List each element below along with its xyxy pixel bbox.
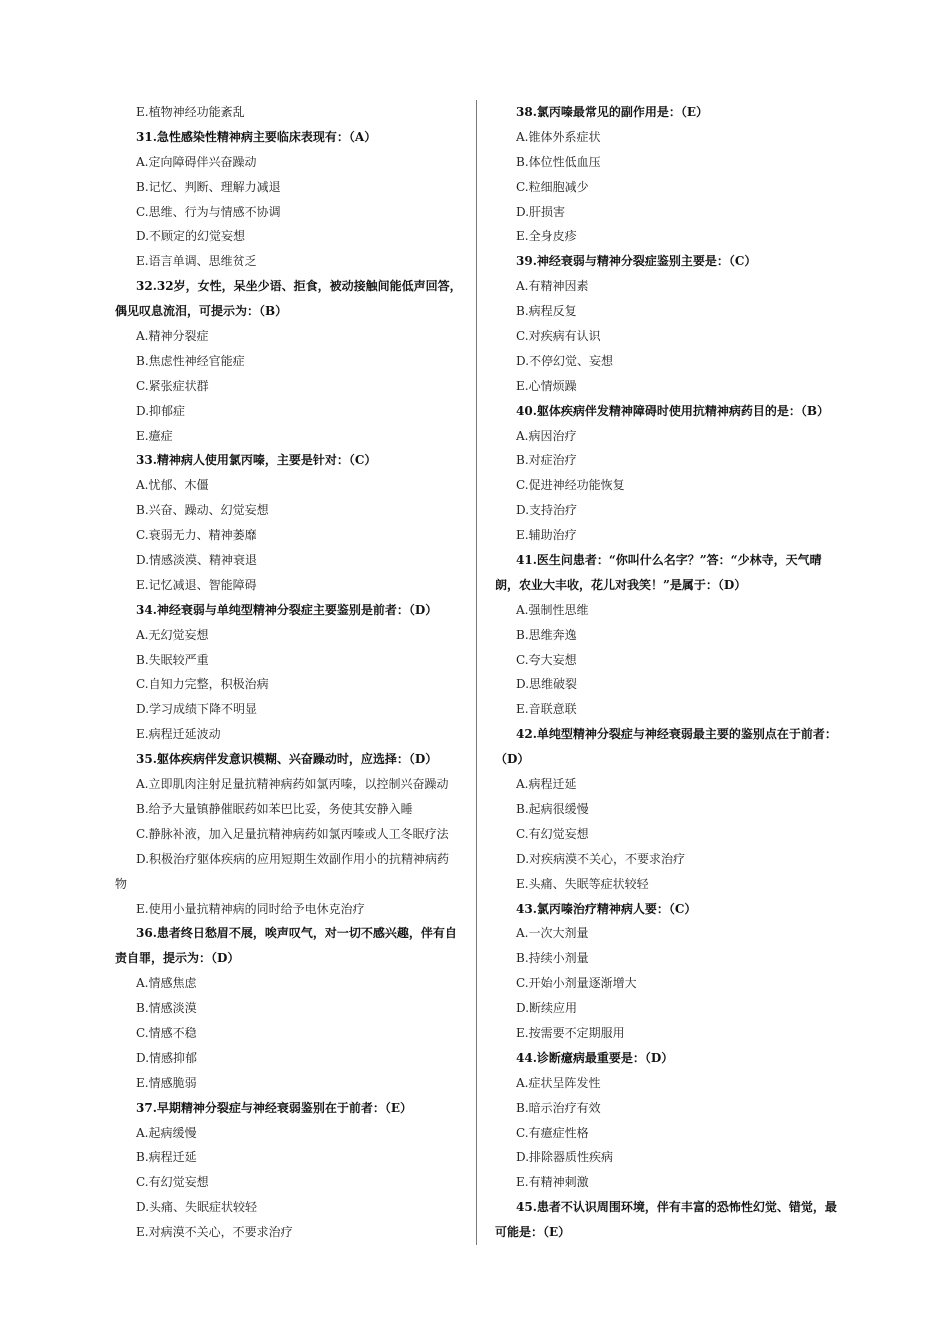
option-item: E.癔症	[136, 428, 173, 443]
question-stem: 31.急性感染性精神病主要临床表现有：（A）	[136, 129, 377, 144]
option-item: C.情感不稳	[136, 1025, 197, 1040]
option-item: E.心情烦躁	[516, 378, 577, 393]
option-item: D.对疾病漠不关心，不要求治疗	[516, 851, 686, 866]
column-divider	[476, 100, 477, 1245]
option-item: B.焦虑性神经官能症	[136, 353, 245, 368]
right-column	[495, 100, 845, 1245]
option-item: D.情感抑郁	[136, 1050, 198, 1065]
option-item: B.起病很缓慢	[516, 801, 589, 816]
option-item: D.排除器质性疾病	[516, 1150, 614, 1165]
option-item: B.暗示治疗有效	[516, 1100, 601, 1115]
option-item: B.记忆、判断、理解力减退	[136, 179, 281, 194]
question-stem-continued: 朗，农业大丰收，花儿对我笑！”是属于：（D）	[495, 577, 747, 592]
option-item: E.病程迁延波动	[136, 727, 221, 742]
option-item: E.使用小量抗精神病的同时给予电休克治疗	[136, 901, 365, 916]
question-stem: 43.氯丙嗪治疗精神病人要：（C）	[516, 901, 697, 916]
question-stem: 45.患者不认识周围环境，伴有丰富的恐怖性幻觉、错觉，最	[516, 1200, 837, 1215]
option-item: B.兴奋、躁动、幻觉妄想	[136, 503, 269, 518]
question-stem-continued: 可能是：（E）	[495, 1225, 571, 1240]
option-item: A.起病缓慢	[136, 1125, 197, 1140]
option-item: E.头痛、失眠等症状较轻	[516, 876, 649, 891]
question-stem: 32.32岁，女性，呆坐少语、拒食，被动接触间能低声回答，	[136, 279, 462, 294]
question-stem: 36.患者终日愁眉不展，唉声叹气，对一切不感兴趣，伴有自	[136, 926, 457, 941]
option-item: D.学习成绩下降不明显	[136, 702, 258, 717]
option-item: E.音联意联	[516, 702, 577, 717]
option-item: A.病因治疗	[516, 428, 577, 443]
option-item: A.立即肌肉注射足量抗精神病药如氯丙嗪，以控制兴奋躁动	[136, 777, 449, 792]
question-stem: 38.氯丙嗪最常见的副作用是：（E）	[516, 105, 709, 119]
option-item: E.全身皮疹	[516, 229, 577, 244]
option-item: C.有癔症性格	[516, 1125, 589, 1140]
question-stem: 37.早期精神分裂症与神经衰弱鉴别在于前者：（E）	[136, 1100, 413, 1115]
option-item: A.一次大剂量	[516, 926, 589, 941]
option-item: E.植物神经功能紊乱	[136, 105, 245, 119]
option-item: D.抑郁症	[136, 403, 186, 418]
option-item: E.对病漠不关心，不要求治疗	[136, 1225, 293, 1240]
option-item: E.有精神刺激	[516, 1175, 589, 1190]
option-item: A.情感焦虑	[136, 976, 197, 991]
option-item: E.记忆减退、智能障碍	[136, 577, 257, 592]
left-column	[115, 100, 465, 1245]
question-stem: 33.精神病人使用氯丙嗪，主要是针对：（C）	[136, 453, 377, 468]
option-item: A.无幻觉妄想	[136, 627, 209, 642]
option-item: C.对疾病有认识	[516, 329, 601, 344]
option-item: C.衰弱无力、精神萎靡	[136, 528, 257, 543]
option-item: C.有幻觉妄想	[136, 1175, 209, 1190]
option-item: D.思维破裂	[516, 677, 578, 692]
option-item: B.失眠较严重	[136, 652, 209, 667]
option-item: B.病程迁延	[136, 1150, 197, 1165]
question-stem-continued: （D）	[495, 752, 530, 767]
option-item: C.静脉补液，加入足量抗精神病药如氯丙嗪或人工冬眠疗法	[136, 826, 449, 841]
option-item: C.自知力完整，积极治病	[136, 677, 269, 692]
option-item: D.肝损害	[516, 204, 566, 219]
option-item: B.对症治疗	[516, 453, 577, 468]
option-item: D.情感淡漠、精神衰退	[136, 553, 258, 568]
question-stem: 44.诊断癔病最重要是：（D）	[516, 1050, 674, 1065]
option-item: B.体位性低血压	[516, 154, 601, 169]
question-stem: 42.单纯型精神分裂症与神经衰弱最主要的鉴别点在于前者：	[516, 727, 837, 742]
option-item: A.锥体外系症状	[516, 129, 601, 144]
option-item: D.头痛、失眠症状较轻	[136, 1200, 258, 1215]
option-item: E.语言单调、思维贫乏	[136, 254, 257, 269]
question-stem: 35.躯体疾病伴发意识模糊、兴奋躁动时，应选择：（D）	[136, 752, 438, 767]
question-stem-continued: 责自罪，提示为：（D）	[115, 951, 240, 966]
option-item: A.强制性思维	[516, 602, 589, 617]
option-item: C.夸大妄想	[516, 652, 577, 667]
option-item: A.精神分裂症	[136, 329, 209, 344]
option-item: A.忧郁、木僵	[136, 478, 209, 493]
question-stem-continued: 偶见叹息流泪，可提示为：（B）	[115, 304, 288, 319]
option-item: A.病程迁延	[516, 777, 577, 792]
option-item: A.症状呈阵发性	[516, 1075, 601, 1090]
option-item: C.紧张症状群	[136, 378, 209, 393]
option-item: E.辅助治疗	[516, 528, 577, 543]
option-item: B.病程反复	[516, 304, 577, 319]
question-stem: 41.医生问患者：“你叫什么名字？”答：“少林寺，天气晴	[516, 553, 822, 568]
option-item: C.有幻觉妄想	[516, 826, 589, 841]
option-item: B.给予大量镇静催眠药如苯巴比妥，务使其安静入睡	[136, 801, 413, 816]
option-item: C.开始小剂量逐渐增大	[516, 976, 637, 991]
option-item: C.粒细胞减少	[516, 179, 589, 194]
option-item: B.思维奔逸	[516, 627, 577, 642]
option-item: D.不顾定的幻觉妄想	[136, 229, 246, 244]
option-item: D.支持治疗	[516, 503, 578, 518]
option-item: B.持续小剂量	[516, 951, 589, 966]
option-item: B.情感淡漠	[136, 1001, 197, 1016]
option-item: A.有精神因素	[516, 279, 589, 294]
question-stem: 39.神经衰弱与精神分裂症鉴别主要是：（C）	[516, 254, 757, 269]
option-item: D.积极治疗躯体疾病的应用短期生效副作用小的抗精神病药	[136, 851, 450, 866]
option-item: E.按需要不定期服用	[516, 1025, 625, 1040]
option-item-continued: 物	[115, 876, 128, 891]
question-stem: 40.躯体疾病伴发精神障碍时使用抗精神病药目的是：（B）	[516, 403, 830, 418]
option-item: A.定向障碍伴兴奋躁动	[136, 154, 257, 169]
option-item: C.思维、行为与情感不协调	[136, 204, 281, 219]
option-item: D.不停幻觉、妄想	[516, 353, 614, 368]
option-item: C.促进神经功能恢复	[516, 478, 625, 493]
option-item: E.情感脆弱	[136, 1075, 197, 1090]
question-stem: 34.神经衰弱与单纯型精神分裂症主要鉴别是前者：（D）	[136, 602, 438, 617]
option-item: D.断续应用	[516, 1001, 578, 1016]
